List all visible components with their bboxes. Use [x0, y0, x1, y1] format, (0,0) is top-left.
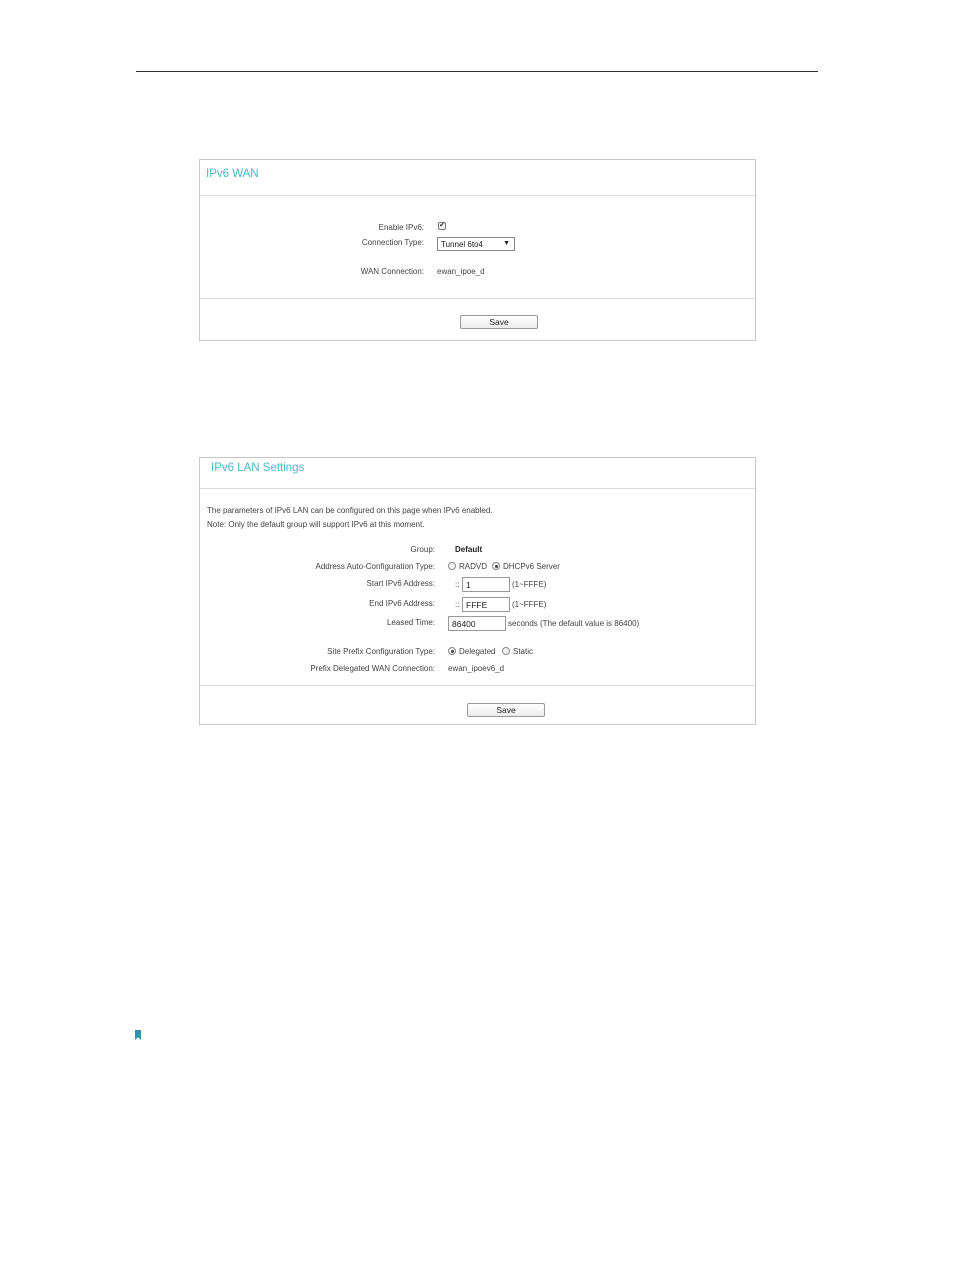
wan-connection-label: WAN Connection: — [360, 267, 424, 276]
prefix-wan-value: ewan_ipoev6_d — [448, 664, 505, 673]
dhcpv6-server-radio[interactable] — [492, 562, 500, 570]
bookmark-icon — [135, 1030, 141, 1040]
leased-time-hint: seconds (The default value is 86400) — [508, 619, 640, 628]
group-label: Group: — [410, 545, 435, 554]
ipv6-wan-title — [200, 160, 755, 196]
ipv6-lan-panel — [199, 457, 756, 725]
lan-save-button[interactable]: Save — [467, 703, 545, 717]
start-addr-input[interactable] — [462, 577, 510, 592]
ipv6-lan-title — [200, 458, 755, 489]
delegated-label: Delegated — [459, 647, 496, 656]
leased-time-value: 86400 — [452, 618, 476, 629]
dhcpv6-server-label: DHCPv6 Server — [503, 562, 560, 571]
chevron-down-icon: ▼ — [503, 240, 510, 247]
site-prefix-label: Site Prefix Configuration Type: — [327, 647, 435, 656]
static-label: Static — [513, 647, 534, 656]
enable-ipv6-label: Enable IPv6: — [378, 223, 424, 232]
wan-save-button[interactable]: Save — [460, 315, 538, 329]
ipv6-lan-footer — [200, 685, 755, 724]
addr-autoconfig-label: Address Auto-Configuration Type: — [315, 562, 435, 571]
delegated-radio[interactable] — [448, 647, 456, 655]
end-addr-input[interactable] — [462, 597, 510, 612]
ipv6-lan-title-text: IPv6 LAN Settings — [211, 462, 305, 474]
prefix-wan-label: Prefix Delegated WAN Connection: — [310, 664, 435, 673]
ipv6-wan-footer — [200, 298, 755, 340]
end-addr-label: End IPv6 Address: — [369, 599, 435, 608]
connection-type-label: Connection Type: — [361, 238, 424, 247]
page-header-rule — [136, 71, 818, 72]
radvd-radio[interactable] — [448, 562, 456, 570]
leased-time-input[interactable] — [448, 616, 506, 631]
lan-description-line1: The parameters of IPv6 LAN can be configured on this page when IPv6 enabled. — [207, 506, 493, 515]
start-addr-prefix: :: — [455, 580, 460, 589]
ipv6-wan-title-text: IPv6 WAN — [206, 168, 259, 180]
connection-type-select[interactable] — [437, 237, 515, 251]
end-addr-value: FFFE — [466, 599, 488, 610]
radvd-label: RADVD — [459, 562, 488, 571]
start-addr-range: (1~FFFE) — [512, 580, 547, 589]
leased-time-label: Leased Time: — [386, 618, 435, 627]
lan-description-line2: Note: Only the default group will support IPv6 at this moment. — [207, 520, 425, 529]
end-addr-range: (1~FFFE) — [512, 600, 547, 609]
connection-type-value: Tunnel 6to4 — [441, 239, 483, 249]
wan-connection-value: ewan_ipoe_d — [437, 267, 485, 276]
group-value: Default — [455, 545, 483, 554]
ipv6-wan-panel — [199, 159, 756, 341]
start-addr-label: Start IPv6 Address: — [366, 579, 435, 588]
start-addr-value: 1 — [466, 579, 471, 590]
static-radio[interactable] — [502, 647, 510, 655]
end-addr-prefix: :: — [455, 600, 460, 609]
enable-ipv6-checkbox[interactable]: ✔ — [439, 222, 445, 229]
